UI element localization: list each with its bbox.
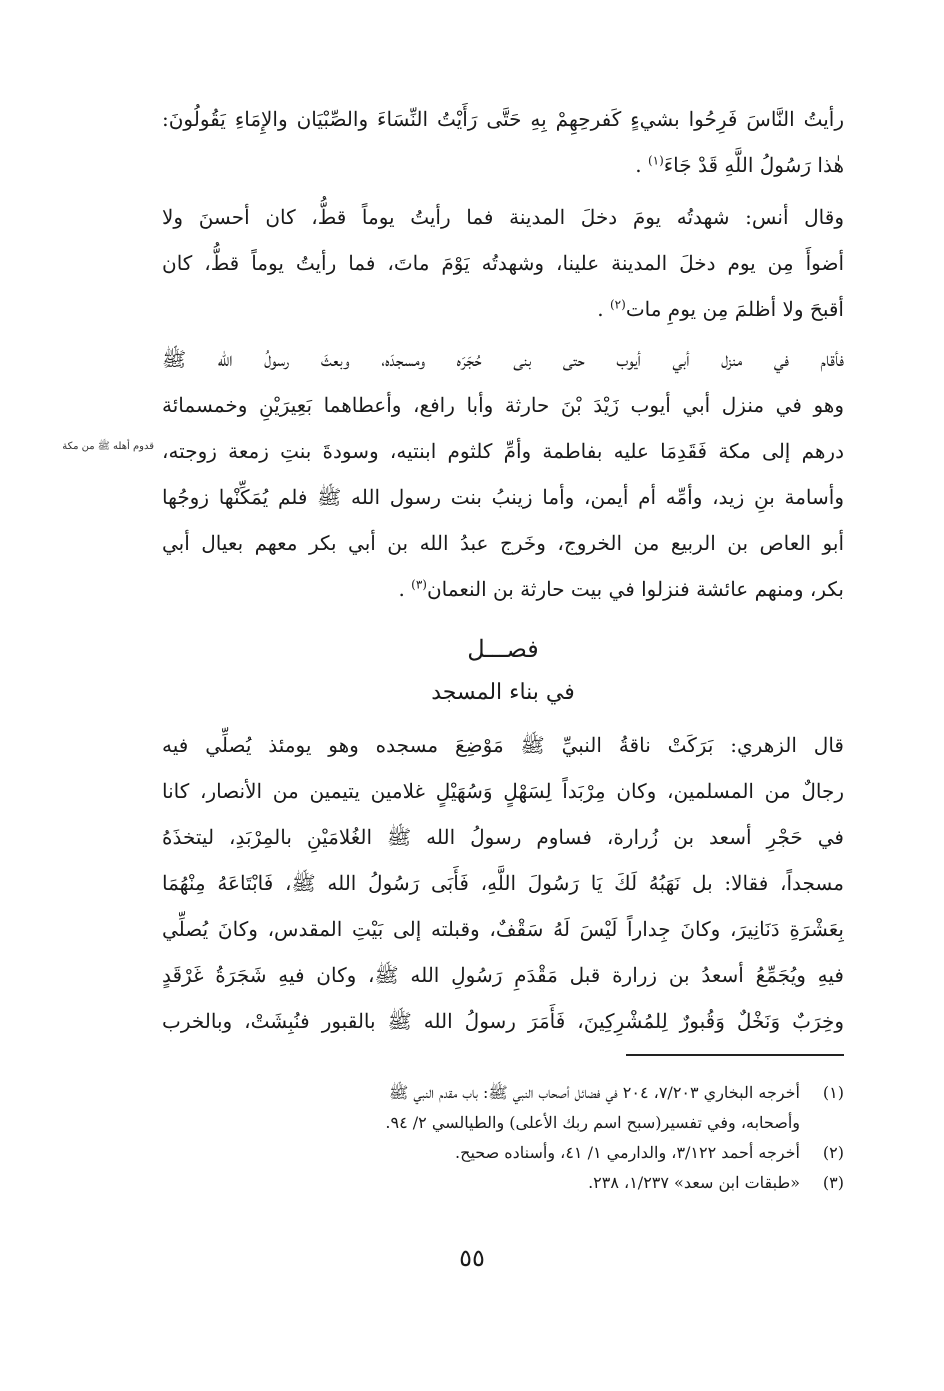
footnote-ref[interactable]: (١) — [647, 153, 664, 168]
footnote-line: أخرجه البخاري ٧/٢٠٣، ٢٠٤ في فضائل أصحاب النبي ﷺ: باب مقدم النبي ﷺ — [389, 1083, 800, 1102]
paragraph-line: فأقام في منزل أبي أيوب حتى بنى حُجَرَه ومسجدَه، وبعثَ رسولُ الله ﷺ — [162, 347, 844, 371]
footnote — [162, 1168, 844, 1198]
paragraph-line: مسجداً، فقالا: بل نَهَبُهُ لَكَ يَا رَسُولَ اللَّهِ، فَأَبَى رَسُولُ الله ﷺ، فَابْتَاعَهُ مِنْهُمَا — [162, 871, 844, 895]
section-subheading: في بناء المسجد — [431, 680, 575, 705]
paragraph-line: بكر، ومنهم عائشة فنزلوا في بيت حارثة بن النعمان$^{(٣)}$ . — [398, 577, 844, 601]
footnote-ref[interactable]: (٢) — [609, 297, 626, 312]
paragraph-line: وأسامة بنِ زيد، وأمِّه أم أيمن، وأما زينبُ بنت رسول الله ﷺ فلم يُمَكِّنْها زوجُها — [162, 485, 844, 509]
paragraph-line: رأيتُ النَّاسَ فَرِحُوا بشيءٍ كَفرحِهِمْ بِهِ حَتَّى رَأَيْتُ النِّسَاءَ والصِّبْيَان والإِمَاءِ يَقُولُونَ: — [162, 107, 844, 131]
paragraph-line: رجالٌ من المسلمين، وكان مِرْبَداً لِسَهْلٍ وَسُهَيْلٍ غلامين يتيمين من الأنصار، كانا — [162, 779, 844, 803]
section-heading: فصـــل — [467, 635, 539, 663]
paragraph-line: أضوأَ مِن يوم دخلَ المدينة علينا، وشهدتُه يَوْمَ ماتَ، فما رأيتُ يوماً قطُّ، كان — [162, 251, 844, 275]
footnote-number: (٣) — [822, 1173, 844, 1192]
paragraph-line: في حَجْرِ أسعد بن زُرارة، فساوم رسولُ الله ﷺ الغُلامَيْنِ بالمِرْبَدِ، ليتخذَهُ — [162, 825, 844, 849]
paragraph-line: هٰذا رَسُولُ اللَّهِ قَدْ جَاءَ$^{(١)}$ . — [635, 153, 844, 177]
footnote-divider — [626, 1054, 844, 1056]
paragraph-3 — [162, 336, 844, 612]
footnote — [162, 1078, 844, 1138]
paragraph-line: قال الزهري: بَرَكَتْ ناقةُ النبيِّ ﷺ مَوْضِعَ مسجده وهو يومئذ يُصلِّي فيه — [162, 733, 844, 757]
footnote-number: (١) — [822, 1083, 844, 1102]
paragraph-4 — [162, 722, 844, 1044]
footnote-line: «طبقات ابن سعد» ١/٢٣٧، ٢٣٨. — [588, 1173, 800, 1192]
paragraph-line: وهو في منزل أبي أيوب زَيْدَ بْنَ حارثة وأبا رافع، وأعطاهما بَعِيرَيْنِ وخمسمائة — [162, 393, 844, 417]
paragraph-line: درهم إلى مكة فَقَدِمَا عليه بفاطمة وأمِّ كلثوم ابنتيه، وسودةَ بنتِ زمعة زوجته، — [162, 439, 844, 463]
footnote-text — [162, 1168, 800, 1198]
footnote-number: (٢) — [822, 1143, 844, 1162]
footnote-line: أخرجه أحمد ٣/١٢٢، والدارمي ١/ ٤١، وأسناده صحيح. — [455, 1143, 800, 1162]
footnote-text — [162, 1078, 800, 1138]
paragraph-line: وقال أنس: شهدتُه يومَ دخلَ المدينة فما رأيتُ يوماً قطُّ، كان أحسنَ ولا — [162, 205, 844, 229]
page-number: ٥٥ — [459, 1244, 485, 1272]
footnote-line: وأصحابه، وفي تفسير(سبح اسم ربك الأعلى) والطيالسي ٢/ ٩٤. — [385, 1113, 800, 1132]
paragraph-line: أبو العاص بن الربيع من الخروج، وخَرج عبدُ الله بن أبي بكر معهم بعيال أبي — [162, 531, 844, 555]
footnote — [162, 1138, 844, 1168]
paragraph-line: أقبحَ ولا أظلمَ مِن يومِ مات$^{(٢)}$ . — [597, 297, 844, 321]
footnotes — [162, 1078, 844, 1198]
paragraph-2 — [162, 194, 844, 332]
margin-note: قدوم أهله ﷺ من مكة — [62, 441, 154, 452]
paragraph-line: وخِرَبٌ وَنَخْلٌ وَقُبورٌ لِلمُشْرِكِينَ، فَأَمَرَ رسولُ الله ﷺ بالقبور فنُبِشَتْ، وبالخرب — [162, 1009, 844, 1033]
footnote-ref[interactable]: (٣) — [411, 577, 427, 592]
footnote-text — [162, 1138, 800, 1168]
paragraph-1 — [162, 96, 844, 188]
paragraph-line: بِعَشْرَةِ دَنَانِيرَ، وكانَ جِداراً لَيْسَ لَهُ سَقْفٌ، وقبلته إلى بَيْتِ المقدس، وكانَ يُصلِّي — [162, 917, 844, 941]
paragraph-line: فيهِ ويُجَمِّعُ أسعدُ بن زرارة قبل مَقْدَمِ رَسُولِ الله ﷺ، وكان فيهِ شَجَرَةُ غَرْقَدٍ — [162, 963, 844, 987]
